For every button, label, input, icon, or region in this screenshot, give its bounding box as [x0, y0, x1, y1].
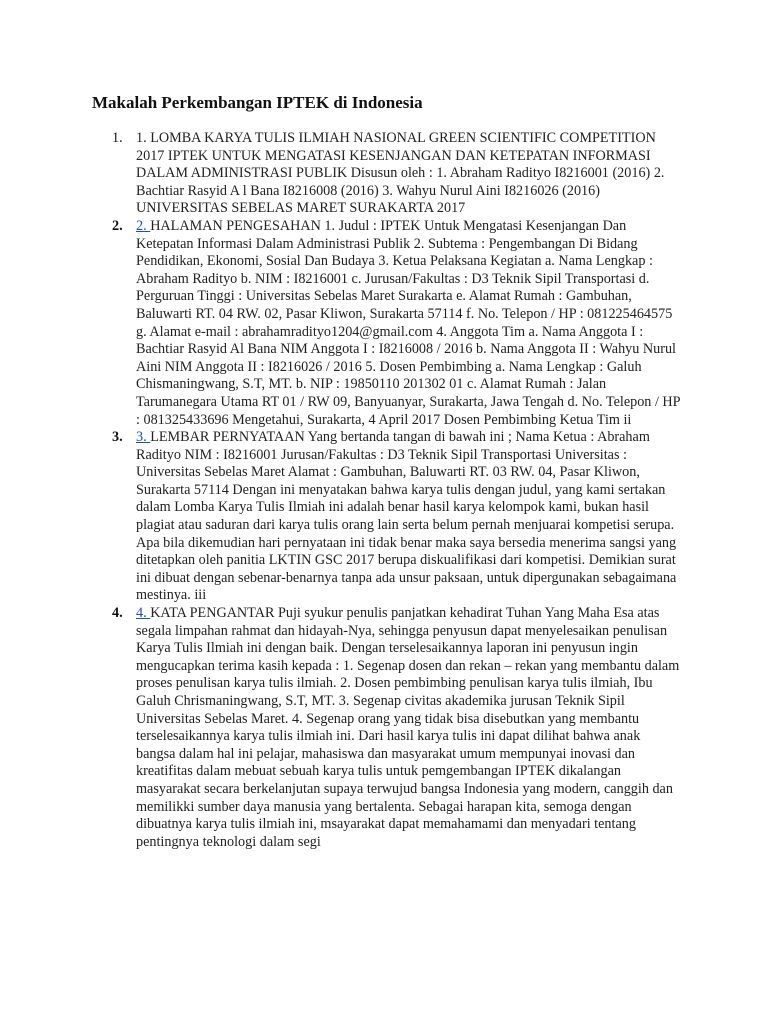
- content-list: [112, 130, 682, 851]
- document-title: Makalah Perkembangan IPTEK di Indonesia: [92, 93, 423, 112]
- item-text: 1. LOMBA KARYA TULIS ILMIAH NASIONAL GREEN SCIENTIFIC COMPETITION 2017 IPTEK UNTUK MENGATASI KESENJANGAN DAN KETEPATAN INFORMASI DALAM ADMINISTRASI PUBLIK Disusun oleh : 1. Abraham Radityo I8216001 (2016) 2. Bachtiar Rasyid A l Bana I8216008 (2016) 3. Wahyu Nurul Aini I8216026 (2016) UNIVERSITAS SEBELAS MARET SURAKARTA 2017: [136, 130, 665, 217]
- list-item: [112, 218, 682, 429]
- list-item: [112, 429, 682, 605]
- item-link[interactable]: 4.: [136, 605, 151, 622]
- item-number: 3.: [112, 429, 123, 446]
- item-text: LEMBAR PERNYATAAN Yang bertanda tangan di bawah ini ; Nama Ketua : Abraham Radityo NIM : I8216001 Jurusan/Fakultas : D3 Teknik Sipil Transportasi Universitas : Universitas Sebelas Maret Alamat : Gambuhan, Baluwarti RT. 03 RW. 04, Pasar Kliwon, Surakarta 57114 Dengan ini menyatakan bahwa karya tulis dengan judul, yang kami sertakan dalam Lomba Karya Tulis Ilmiah ini adalah benar hasil karya kelompok kami, bukan hasil plagiat atau saduran dari karya tulis orang lain serta belum pernah menjuarai kompetisi serupa. Apa bila dikemudian hari pernyataan ini tidak benar maka saya bersedia menerima sangsi yang ditetapkan oleh panitia LKTIN GSC 2017 berupa diskualifikasi dari kompetisi. Demikian surat ini dibuat dengan sebenar-benarnya tanpa ada unsur paksaan, untuk dipergunakan sebagaimana mestinya. iii: [136, 429, 677, 604]
- item-number: 1.: [112, 130, 123, 146]
- item-number: 2.: [112, 217, 123, 234]
- item-text: KATA PENGANTAR Puji syukur penulis panjatkan kehadirat Tuhan Yang Maha Esa atas segala limpahan rahmat dan hidayah-Nya, sehingga penyusun dapat menyelesaikan penulisan Karya Tulis Ilmiah ini dengan baik. Dengan terselesaikannya laporan ini penyusun ingin mengucapkan terima kasih kepada : 1. Segenap dosen dan rekan – rekan yang membantu dalam proses penulisan karya tulis ilmiah. 2. Dosen pembimbing penulisan karya tulis ilmiah, Ibu Galuh Chrismaningwang, S.T, MT. 3. Segenap civitas akademika jurusan Teknik Sipil Universitas Sebelas Maret. 4. Segenap orang yang tidak bisa disebutkan yang membantu terselesaikannya karya tulis ilmiah ini. Dari hasil karya tulis ini dapat dilihat bahwa anak bangsa dalam hal ini pelajar, mahasiswa dan masyarakat umum mempunyai inovasi dan kreatifitas dalam mebuat sebuah karya tulis untuk pemgembangan IPTEK dikalangan masyarakat secara berkelanjutan supaya terwujud bangsa Indonesia yang modern, canggih dan memilikki sumber daya manusia yang bertalenta. Sebagai harapan kita, semoga dengan dibuatnya karya tulis ilmiah ini, msayarakat dapat memahamami dan menyadari tentang pentingnya teknologi dalam segi: [136, 605, 680, 850]
- item-text: HALAMAN PENGESAHAN 1. Judul : IPTEK Untuk Mengatasi Kesenjangan Dan Ketepatan Informasi Dalam Administrasi Publik 2. Subtema : Pengembangan Di Bidang Pendidikan, Ekonomi, Sosial Dan Budaya 3. Ketua Pelaksana Kegiatan a. Nama Lengkap : Abraham Radityo b. NIM : I8216001 c. Jurusan/Fakultas : D3 Teknik Sipil Transportasi d. Perguruan Tinggi : Universitas Sebelas Maret Surakarta e. Alamat Rumah : Gambuhan, Baluwarti RT. 04 RW. 02, Pasar Kliwon, Surakarta 57114 f. No. Telepon / HP : 081225464575 g. Alamat e-mail : abrahamradityo1204@gmail.com 4. Anggota Tim a. Nama Anggota I : Bachtiar Rasyid Al Bana NIM Anggota I : I8216008 / 2016 b. Nama Anggota II : Wahyu Nurul Aini NIM Anggota II : I8216026 / 2016 5. Dosen Pembimbing a. Nama Lengkap : Galuh Chismaningwang, S.T, MT. b. NIP : 19850110 201302 01 c. Alamat Rumah : Jalan Tarumanegara Utama RT 01 / RW 09, Banyuanyar, Surakarta, Jawa Tengah d. No. Telepon / HP : 081325433696 Mengetahui, Surakarta, 4 April 2017 Dosen Pembimbing Ketua Tim ii: [136, 217, 681, 428]
- item-link[interactable]: 3.: [136, 429, 151, 446]
- list-item: [112, 605, 682, 851]
- item-link[interactable]: 2.: [136, 217, 151, 234]
- list-item: [112, 130, 682, 218]
- item-number: 4.: [112, 605, 123, 622]
